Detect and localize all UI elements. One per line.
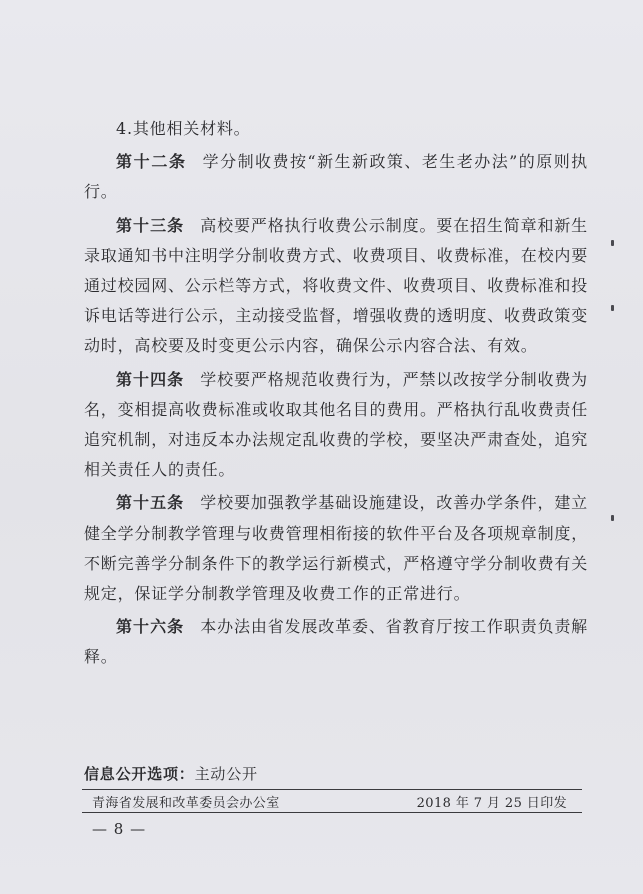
footer-rule-bottom (82, 812, 582, 813)
document-body (84, 114, 588, 673)
article-text: 学校要严格规范收费行为，严禁以改按学分制收费为名，变相提高收费标准或收取其他名目的费用。严格执行乱收费责任追究机制，对违反本办法规定乱收费的学校，要坚决严肃查处，追究相关责任人的责任。 (84, 369, 589, 480)
binding-hole-mark (611, 515, 614, 521)
article-heading: 第十六条 (116, 617, 185, 637)
article-text: 高校要严格执行收费公示制度。要在招生简章和新生录取通知书中注明学分制收费方式、收费项目、收费标准，在校内要通过校园网、公示栏等方式，将收费文件、收费项目、收费标准和投诉电话等进行公示，主动接受监督，增强收费的透明度、收费政策变动时，高校要及时变更公示内容，确保公示内容合法、有效。 (84, 215, 589, 356)
article-16 (84, 612, 588, 672)
article-heading: 第十五条 (116, 493, 185, 513)
disclosure-option (84, 763, 258, 784)
print-date: 2018 年 7 月 25 日印发 (416, 796, 567, 811)
page-number: — 8 — (92, 820, 147, 838)
article-text: 学校要加强教学基础设施建设，改善办学条件，建立健全学分制教学管理与收费管理相衔接的软件平台及各项规章制度，不断完善学分制条件下的教学运行新模式，严格遵守学分制收费有关规定，保证学分制教学管理及收费工作的正常进行。 (84, 493, 589, 604)
binding-hole-mark (611, 305, 614, 311)
article-13 (84, 211, 588, 362)
article-heading: 第十二条 (116, 152, 187, 172)
issuer-name: 青海省发展和改革委员会办公室 (92, 796, 280, 811)
disclosure-value: 主动公开 (194, 765, 258, 783)
article-12 (84, 147, 588, 207)
binding-hole-mark (611, 240, 614, 246)
article-14 (84, 365, 588, 486)
article-15 (84, 488, 588, 609)
article-heading: 第十三条 (116, 215, 185, 235)
article-text: 本办法由省发展改革委、省教育厅按工作职责负责解释。 (84, 617, 588, 667)
article-heading: 第十四条 (116, 369, 185, 389)
article-text: 学分制收费按“新生新政策、老生老办法”的原则执行。 (84, 152, 588, 202)
paragraph-item-4 (84, 114, 588, 144)
footer-rule-top (82, 789, 582, 790)
disclosure-label: 信息公开选项： (84, 765, 195, 783)
paragraph-text: 4.其他相关材料。 (116, 119, 251, 138)
